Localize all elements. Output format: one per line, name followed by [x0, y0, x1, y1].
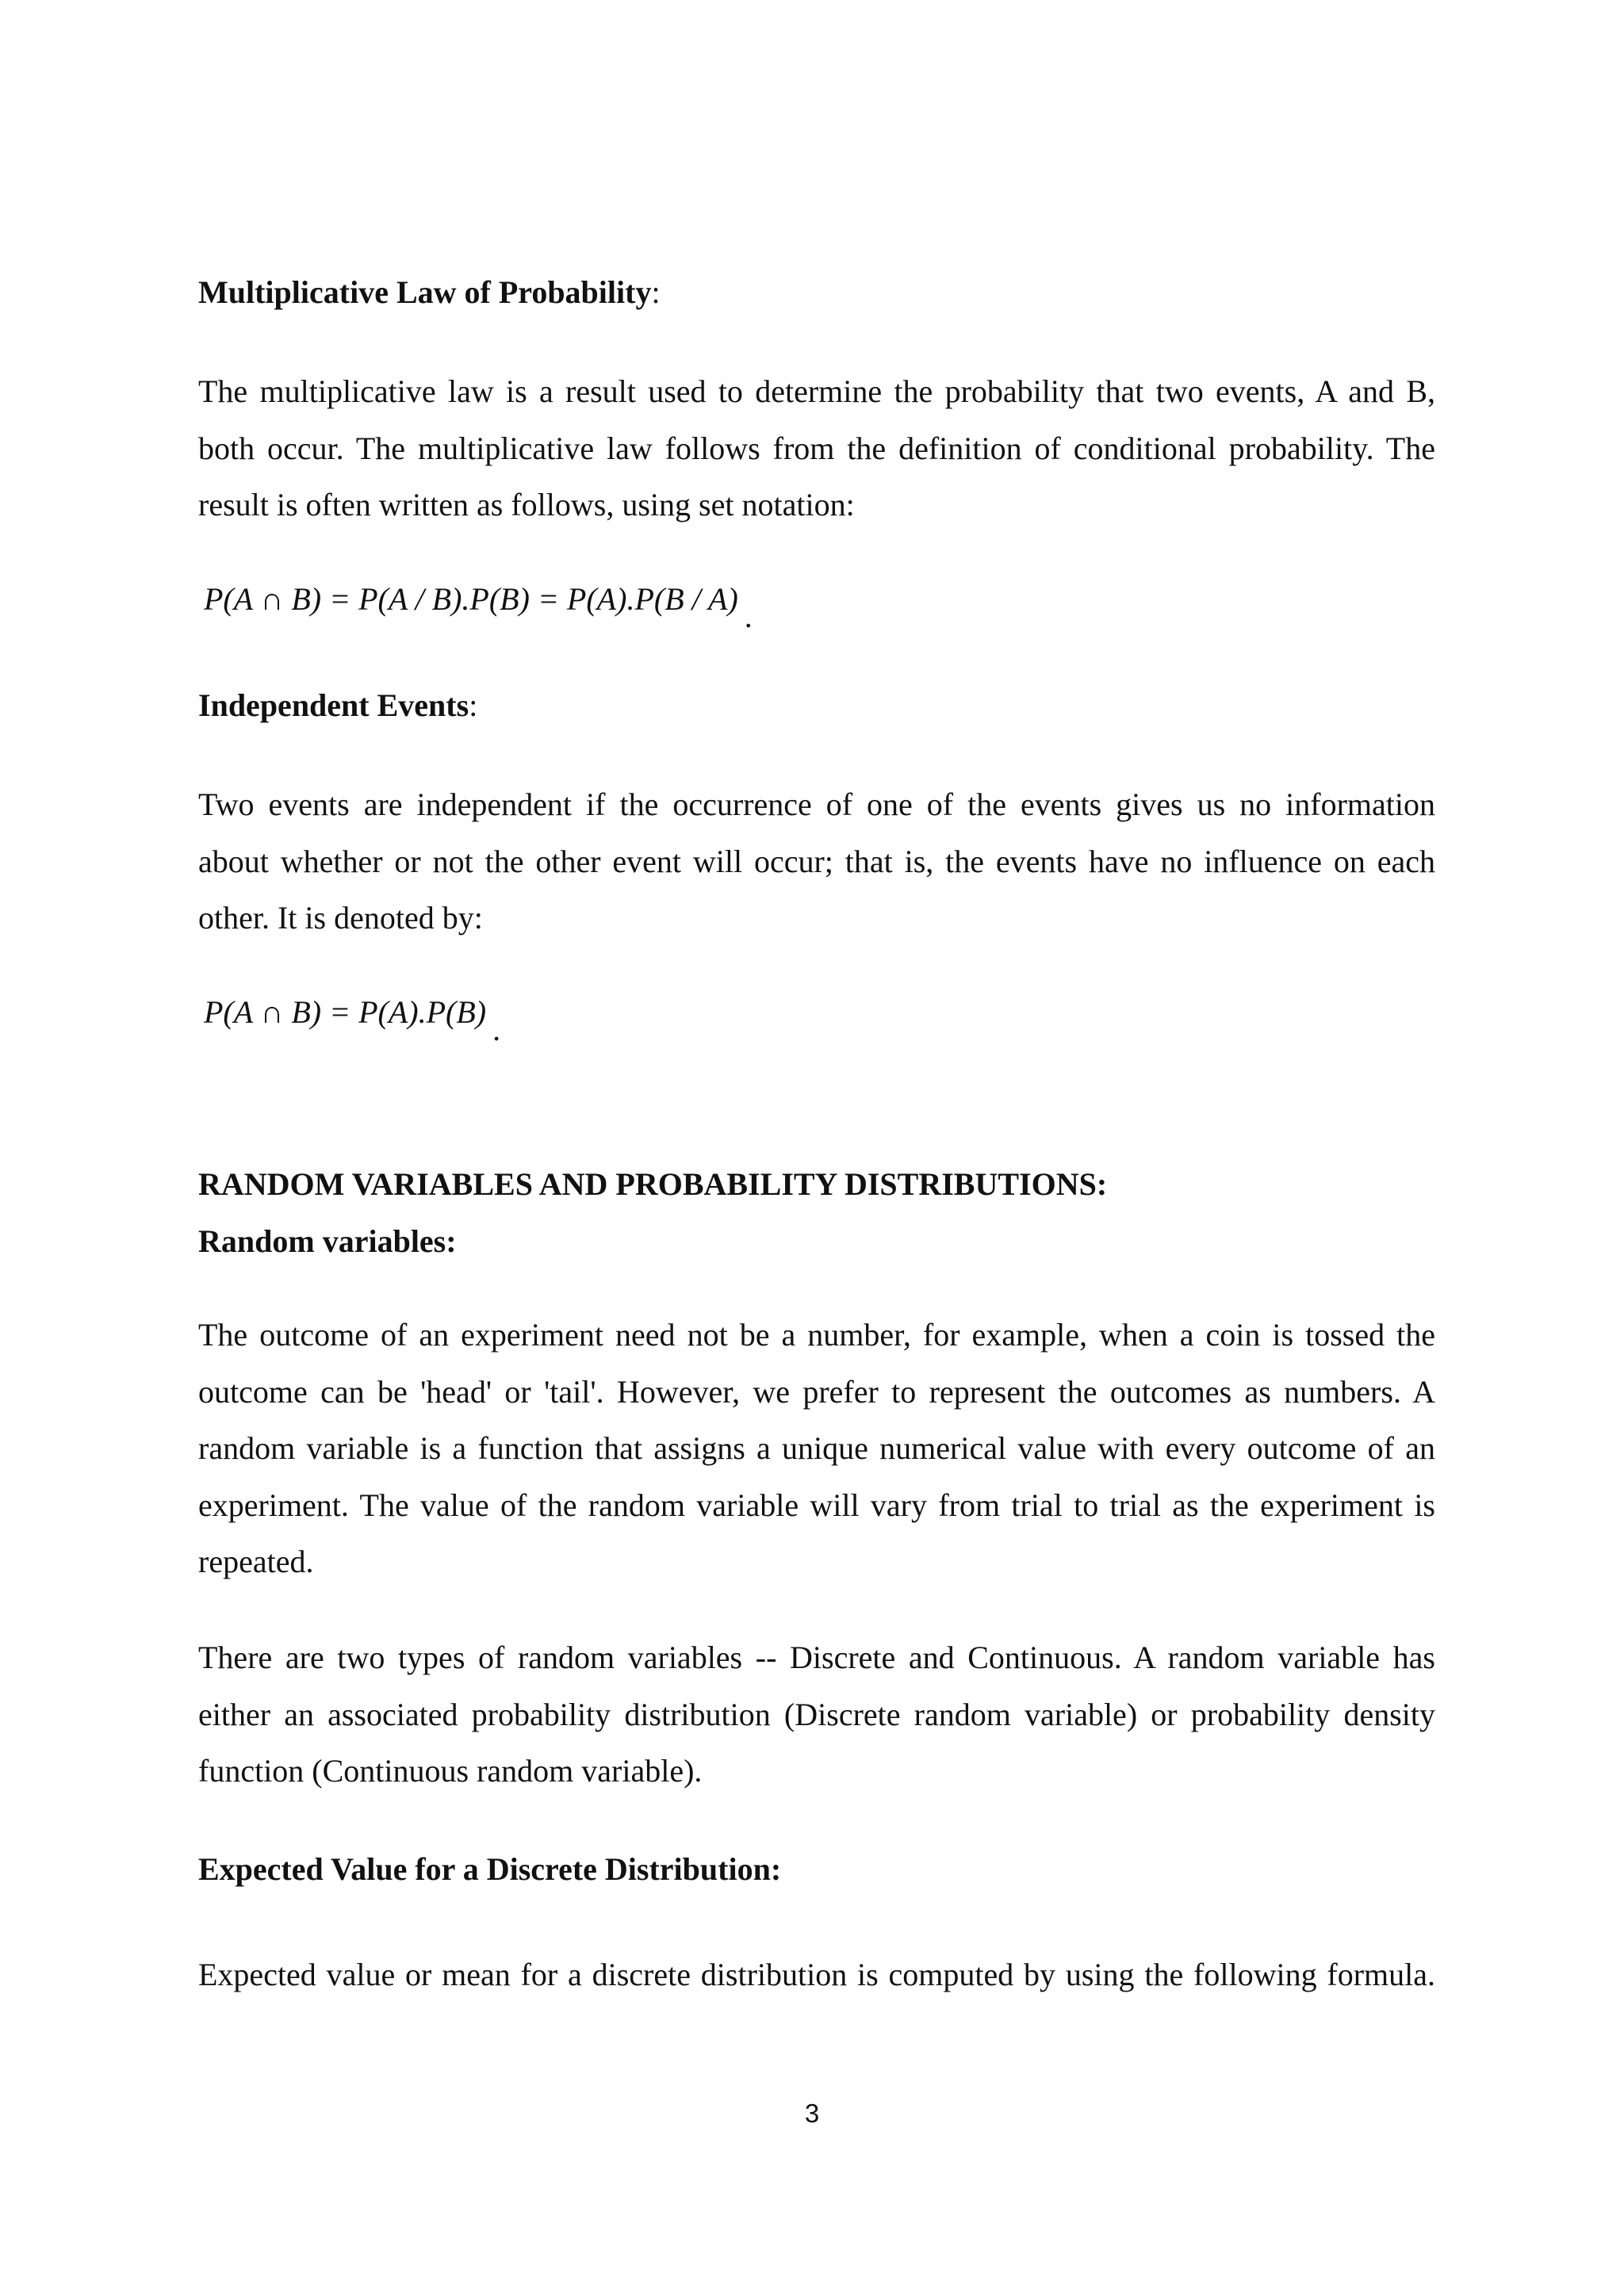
paragraph-line: either an associated probability distribution (Discrete random variable) or probability density — [198, 1696, 1435, 1732]
paragraph-line: Expected value or mean for a discrete distribution is computed by using the following formula. — [198, 1957, 1435, 1992]
heading-text: Multiplicative Law of Probability — [198, 274, 652, 310]
section-heading-expected-value: Expected Value for a Discrete Distribution: — [198, 1851, 782, 1887]
formula-period: . — [744, 599, 753, 634]
paragraph-line: experiment. The value of the random variable will vary from trial to trial as the experiment is — [198, 1487, 1435, 1523]
paragraph-multiplicative-law — [198, 363, 1435, 534]
formula-text: P(A ∩ B) = P(A / B).P(B) = P(A).P(B / A) — [204, 581, 738, 617]
formula-independent-events — [204, 993, 501, 1047]
paragraph-line: random variable is a function that assigns a unique numerical value with every outcome of an — [198, 1430, 1435, 1466]
paragraph-line: Two events are independent if the occurrence of one of the events gives us no information — [198, 786, 1435, 822]
paragraph-random-variable-types — [198, 1629, 1435, 1800]
paragraph-line: repeated. — [198, 1544, 314, 1579]
paragraph-line: about whether or not the other event will occur; that is, the events have no influence on each — [198, 843, 1435, 879]
paragraph-line: The outcome of an experiment need not be a number, for example, when a coin is tossed the — [198, 1317, 1435, 1353]
heading-text: Independent Events — [198, 687, 469, 723]
chapter-heading-random-variables: RANDOM VARIABLES AND PROBABILITY DISTRIBUTIONS: — [198, 1166, 1108, 1202]
page-number: 3 — [804, 2099, 820, 2128]
paragraph-line: other. It is denoted by: — [198, 900, 483, 936]
section-heading-random-variables: Random variables: — [198, 1223, 457, 1259]
paragraph-line: outcome can be 'head' or 'tail'. However, we prefer to represent the outcomes as numbers. A — [198, 1373, 1435, 1410]
paragraph-line: There are two types of random variables -- Discrete and Continuous. A random variable has — [198, 1640, 1435, 1675]
heading-colon: : — [651, 274, 661, 310]
paragraph-line: The multiplicative law is a result used to determine the probability that two events, A and B, — [198, 373, 1435, 409]
formula-multiplicative-law — [204, 580, 753, 634]
paragraph-independent-events — [198, 776, 1435, 947]
section-heading-independent-events — [198, 687, 477, 724]
paragraph-line: function (Continuous random variable). — [198, 1753, 703, 1789]
paragraph-line: both occur. The multiplicative law follows from the definition of conditional probability. The — [198, 430, 1435, 466]
paragraph-expected-value — [198, 1946, 1435, 2003]
formula-text: P(A ∩ B) = P(A).P(B) — [204, 994, 487, 1030]
paragraph-line: result is often written as follows, using set notation: — [198, 487, 855, 522]
section-heading-multiplicative-law — [198, 274, 661, 311]
formula-period: . — [492, 1012, 501, 1047]
paragraph-random-variables-definition — [198, 1307, 1435, 1590]
heading-colon: : — [469, 687, 478, 723]
